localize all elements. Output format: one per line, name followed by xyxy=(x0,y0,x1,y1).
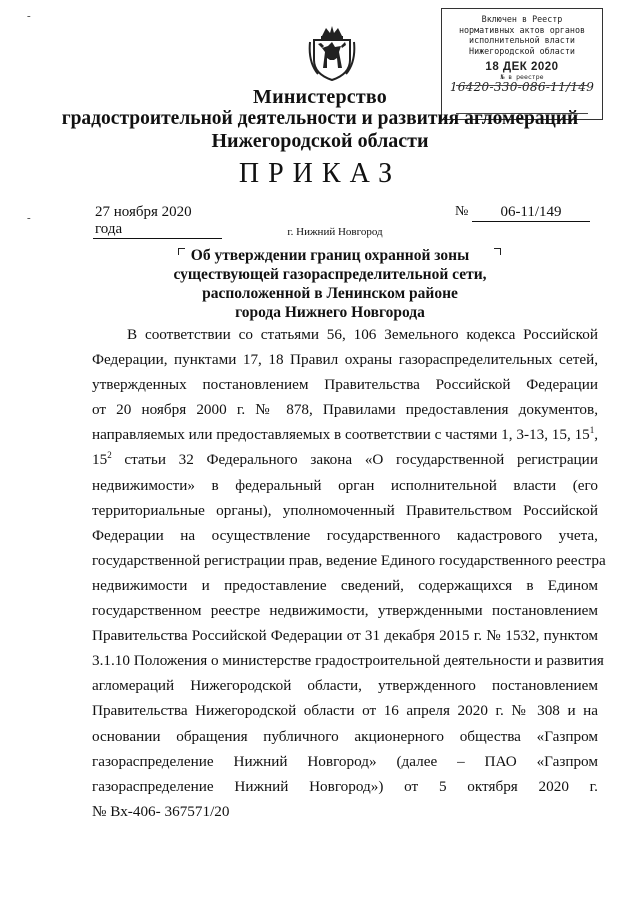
body-word: постановлением xyxy=(491,677,598,695)
body-word: уполномоченный xyxy=(282,501,395,519)
body-word: сведений, xyxy=(340,576,404,594)
body-line: государственной регистрации прав, ведение Единого государственного реестра xyxy=(92,551,606,569)
body-word: государственной xyxy=(396,451,505,469)
body-line xyxy=(92,673,598,698)
body-word: реестре xyxy=(210,602,261,620)
body-word: утвержденного xyxy=(378,677,476,695)
stamp-reg-label: № в реестре xyxy=(500,72,544,81)
body-word: в xyxy=(211,476,219,494)
body-line: В соответствии со статьями 56, 106 Земельного кодекса Российской xyxy=(127,326,598,343)
comma: , xyxy=(594,426,599,444)
body-word: основании xyxy=(92,727,161,745)
subject-line: Об утверждении границ охранной зоны xyxy=(190,247,470,264)
superscript: 2 xyxy=(107,450,112,461)
body-word: Нижегородской xyxy=(190,677,292,695)
body-word: на xyxy=(180,526,196,544)
body-word: недвижимости» xyxy=(92,476,195,494)
body-word: Правительством xyxy=(405,501,512,519)
body-word: 5 xyxy=(438,777,447,795)
body-word: Правительства xyxy=(324,376,420,394)
body-word: постановлением xyxy=(491,602,598,620)
body-word: недвижимости xyxy=(92,576,188,594)
body-line-text xyxy=(92,422,598,447)
body-word: утвержденными xyxy=(377,602,483,620)
body-word: исполнительной xyxy=(390,476,497,494)
body-line xyxy=(92,473,598,498)
body-word: предоставление xyxy=(224,576,327,594)
body-line xyxy=(92,447,598,472)
body-word: в xyxy=(526,576,534,594)
body-line xyxy=(92,749,598,774)
order-number-label: № xyxy=(455,204,469,219)
body-word: (далее xyxy=(396,752,438,770)
body-line xyxy=(92,724,598,749)
body-word: регистрации xyxy=(516,451,598,469)
scan-mark: - xyxy=(27,212,31,224)
stamp-line: Нижегородской области xyxy=(469,45,575,56)
body-word: учета, xyxy=(558,526,598,544)
body-word: акционерного xyxy=(354,727,444,745)
stamp-line: Включен в Реестр xyxy=(481,14,563,24)
body-word: государственного xyxy=(326,526,441,544)
document-type-title: ПРИКАЗ xyxy=(238,158,402,189)
body-line xyxy=(92,498,598,523)
body-word: Российской xyxy=(435,376,511,394)
ministry-name-line: Министерство xyxy=(253,86,387,108)
subject-line: существующей газораспределительной сети, xyxy=(173,266,487,283)
body-word: Новгород» xyxy=(307,752,377,770)
body-word: Федерации xyxy=(526,376,598,394)
body-word: агломераций xyxy=(92,677,175,695)
body-word: органы), xyxy=(216,501,272,519)
stamp-reg-number: 16420-330-086-11/149 xyxy=(449,79,595,94)
body-word: области, xyxy=(307,677,362,695)
body-word: территориальные xyxy=(92,501,205,519)
body-word: ПАО xyxy=(484,752,517,770)
body-line-fragment: направляемых или предоставляемых в соответствии с частями 1, 3-13, 15, 15 xyxy=(92,426,590,444)
body-line: 3.1.10 Положения о министерстве градостроительной деятельности и развития xyxy=(92,652,604,670)
body-word: г. xyxy=(589,777,598,795)
body-word: Федерального xyxy=(206,451,298,469)
superscript: 1 xyxy=(589,425,595,436)
body-word: статьи xyxy=(124,451,166,469)
body-line xyxy=(92,598,598,623)
body-line: Правительства Российской Федерации от 31 декабря 2015 г. № 1532, пунктом xyxy=(92,627,598,645)
body-word: осуществление xyxy=(211,526,311,544)
body-word: Российской xyxy=(523,501,598,519)
body-word: газораспределение xyxy=(92,777,214,795)
body-word: – xyxy=(457,752,465,770)
body-word: недвижимости, xyxy=(269,602,369,620)
body-line xyxy=(92,422,598,447)
body-line xyxy=(92,573,598,598)
scan-mark: - xyxy=(27,10,31,22)
stamp-line: нормативных актов органов xyxy=(458,24,586,35)
body-word: закона xyxy=(310,451,353,469)
body-line: Федерации, пунктами 17, 18 Правил охраны газораспределительных сетей, xyxy=(92,351,598,369)
body-word: «О xyxy=(364,451,384,469)
body-word: власти xyxy=(513,476,557,494)
body-line xyxy=(92,523,598,548)
body-line xyxy=(92,372,598,397)
body-word: (его xyxy=(572,476,598,494)
body-word: постановлением xyxy=(202,376,309,394)
body-word: газораспределение xyxy=(92,752,214,770)
body-word: обращения xyxy=(176,727,248,745)
body-word: Новгород») xyxy=(309,777,384,795)
city-name: г. Нижний Новгород xyxy=(287,226,383,238)
body-word: и xyxy=(201,576,210,594)
body-word: государственном xyxy=(92,602,202,620)
body-word: публичного xyxy=(263,727,339,745)
body-line: № Вх-406- 367571/20 xyxy=(92,802,230,820)
body-paragraph xyxy=(92,322,606,824)
body-word: «Газпром xyxy=(536,727,598,745)
body-word: содержащихся xyxy=(418,576,513,594)
stamp-date: 18 ДЕК 2020 xyxy=(485,61,559,74)
order-subject xyxy=(160,246,500,322)
order-number: 06-11/149 xyxy=(472,204,590,222)
coat-of-arms-icon xyxy=(308,22,356,82)
body-word: Нижний xyxy=(233,752,288,770)
body-word: Едином xyxy=(547,576,598,594)
body-word: $15^2$ xyxy=(92,450,112,469)
body-line: от 20 ноября 2000 г. № 878, Правилами предоставления документов, xyxy=(92,401,598,419)
body-word: октября xyxy=(467,777,518,795)
body-line xyxy=(92,774,598,799)
body-word: «Газпром xyxy=(536,752,598,770)
body-word: от xyxy=(404,777,419,795)
body-word: Федерации xyxy=(92,526,164,544)
subject-line: расположенной в Ленинском районе xyxy=(202,285,458,302)
body-word: общества xyxy=(459,727,521,745)
body-word: федеральный xyxy=(235,476,322,494)
body-word: орган xyxy=(338,476,375,494)
ministry-name-line: Нижегородской области xyxy=(211,130,429,152)
order-date: 27 ноября 2020 года xyxy=(93,204,222,239)
body-word: 2020 xyxy=(538,777,569,795)
body-word: Нижний xyxy=(234,777,289,795)
body-word: утвержденных xyxy=(92,376,187,394)
body-line: Правительства Нижегородской области от 16 апреля 2020 г. № 308 и на xyxy=(92,702,598,720)
subject-line: города Нижнего Новгорода xyxy=(235,304,425,321)
ministry-name-line: градостроительной деятельности и развития агломераций xyxy=(61,108,579,129)
stamp-line: исполнительной власти xyxy=(469,35,575,46)
body-word: кадастрового xyxy=(456,526,543,544)
body-word: 32 xyxy=(178,451,194,469)
